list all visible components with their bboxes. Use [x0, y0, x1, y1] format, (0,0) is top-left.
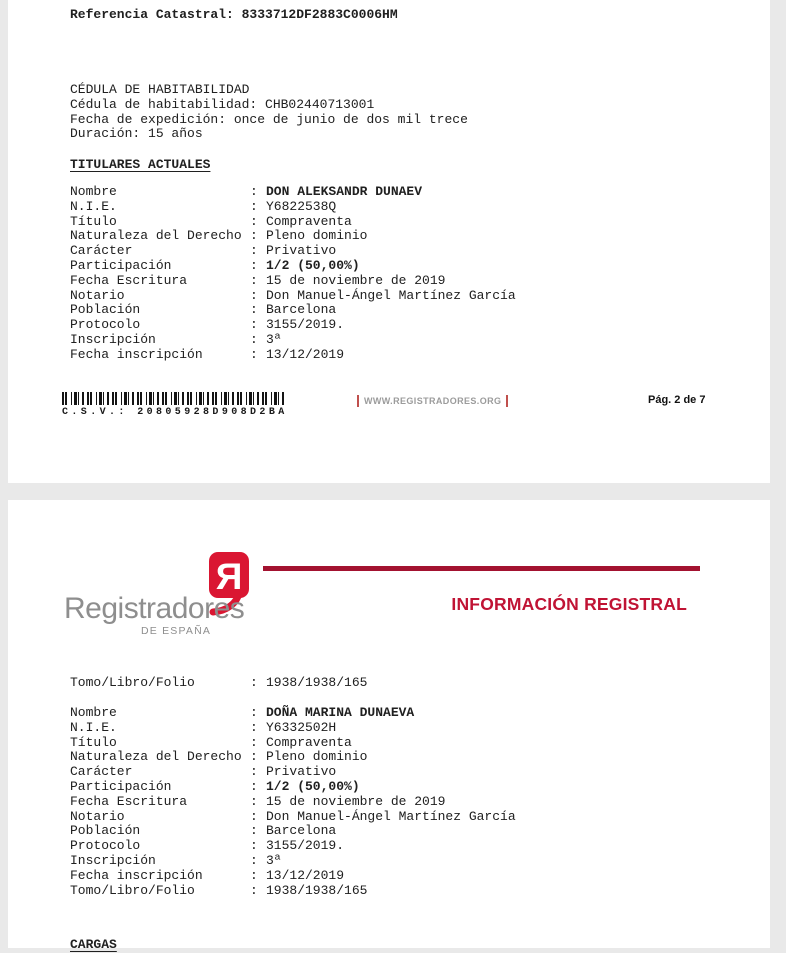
- field-label: Carácter: [70, 243, 133, 259]
- field-row: [70, 200, 516, 215]
- field-value: 3155/2019.: [266, 317, 345, 333]
- document-line: Duración: 15 años: [70, 126, 203, 142]
- field-separator: :: [250, 198, 258, 214]
- field-separator: :: [250, 317, 258, 333]
- field-separator: :: [250, 287, 258, 303]
- field-row: [70, 795, 516, 810]
- field-value: 1938/1938/165: [266, 882, 368, 898]
- field-row: [70, 810, 516, 825]
- logo-brand-text: Registradores: [64, 592, 245, 625]
- field-row: [70, 289, 516, 304]
- field-label: Nombre: [70, 705, 117, 720]
- field-label: Fecha Escritura: [70, 272, 188, 288]
- field-label: Notario: [70, 287, 125, 303]
- field-row: [70, 839, 516, 854]
- section-title-cargas: CARGAS: [70, 937, 117, 952]
- field-separator: :: [250, 257, 258, 273]
- field-row: [70, 884, 516, 899]
- field-value: Y6822538Q: [266, 198, 337, 214]
- field-value: 15 de noviembre de 2019: [266, 793, 446, 809]
- field-separator: :: [250, 734, 258, 750]
- csv-code: C.S.V.: 20805928D908D2BA: [62, 407, 288, 418]
- field-separator: :: [250, 838, 258, 854]
- field-row: [70, 259, 516, 274]
- csv-barcode: [62, 392, 284, 405]
- field-value: Don Manuel-Ángel Martínez García: [266, 287, 516, 303]
- field-row: [70, 244, 516, 259]
- field-label: Inscripción: [70, 331, 156, 347]
- field-value: Compraventa: [266, 734, 352, 750]
- field-label: Fecha Escritura: [70, 793, 188, 809]
- field-value: 3ª: [266, 331, 282, 347]
- document-page-3: [8, 500, 770, 952]
- field-separator: :: [250, 749, 258, 765]
- field-value: DOÑA MARINA DUNAEVA: [266, 705, 415, 720]
- field-label: Título: [70, 213, 117, 229]
- field-value: Barcelona: [266, 823, 337, 839]
- field-label: Protocolo: [70, 838, 141, 854]
- field-label: Participación: [70, 257, 172, 273]
- field-row: [70, 854, 516, 869]
- field-separator: :: [250, 778, 258, 794]
- registradores-website-link: WWW.REGISTRADORES.ORG: [357, 395, 508, 407]
- field-label: Naturaleza del Derecho: [70, 749, 242, 765]
- field-row: [70, 706, 516, 721]
- titulares-field-list: [70, 185, 516, 363]
- field-row: [70, 274, 516, 289]
- field-row: [70, 185, 516, 200]
- logo-subtitle-text: DE ESPAÑA: [141, 625, 212, 637]
- field-row: [70, 348, 516, 363]
- field-label: Población: [70, 823, 141, 839]
- field-separator: :: [250, 302, 258, 318]
- field-row: [70, 721, 516, 736]
- field-value: 13/12/2019: [266, 867, 345, 883]
- field-row: [70, 750, 516, 765]
- field-value: 3ª: [266, 852, 282, 868]
- referencia-catastral-line: Referencia Catastral: 8333712DF2883C0006HM: [70, 7, 398, 22]
- field-label: N.I.E.: [70, 198, 117, 214]
- field-row: [70, 824, 516, 839]
- field-label: Fecha inscripción: [70, 867, 203, 883]
- svg-text:R: R: [215, 556, 243, 597]
- field-row: [70, 229, 516, 244]
- section-title-titulares: TITULARES ACTUALES: [70, 157, 211, 172]
- field-separator: :: [250, 331, 258, 347]
- field-value: 1/2 (50,00%): [266, 778, 360, 794]
- field-value: 3155/2019.: [266, 838, 345, 854]
- field-separator: :: [250, 243, 258, 259]
- field-value: Pleno dominio: [266, 749, 368, 765]
- field-value: 13/12/2019: [266, 346, 345, 362]
- field-separator: :: [250, 719, 258, 735]
- field-label: Nombre: [70, 184, 117, 199]
- titular-2-field-list: [70, 706, 516, 898]
- field-value: Y6332502H: [266, 719, 337, 735]
- header-rule: [263, 566, 700, 571]
- field-separator: :: [250, 823, 258, 839]
- field-value: 15 de noviembre de 2019: [266, 272, 446, 288]
- field-label: Tomo/Libro/Folio: [70, 882, 195, 898]
- field-separator: :: [250, 675, 258, 690]
- field-row: [70, 736, 516, 751]
- field-separator: :: [250, 228, 258, 244]
- field-label: Participación: [70, 778, 172, 794]
- document-line: Fecha de expedición: once de junio de dos mil trece: [70, 111, 468, 127]
- field-separator: :: [250, 882, 258, 898]
- field-row: [70, 765, 516, 780]
- field-label: Protocolo: [70, 317, 141, 333]
- field-separator: :: [250, 764, 258, 780]
- field-value: Privativo: [266, 243, 337, 259]
- field-row: [70, 215, 516, 230]
- field-row: [70, 780, 516, 795]
- field-label: Población: [70, 302, 141, 318]
- field-row: [70, 318, 516, 333]
- field-separator: :: [250, 272, 258, 288]
- cedula-habitabilidad-block: [70, 83, 468, 142]
- field-separator: :: [250, 705, 258, 720]
- field-label: Notario: [70, 808, 125, 824]
- field-value: 1938/1938/165: [266, 675, 368, 690]
- field-row: [70, 676, 367, 691]
- field-separator: :: [250, 852, 258, 868]
- field-separator: :: [250, 793, 258, 809]
- document-line: CÉDULA DE HABITABILIDAD: [70, 82, 250, 97]
- field-value: 1/2 (50,00%): [266, 257, 360, 273]
- field-value: Privativo: [266, 764, 337, 780]
- field-value: Pleno dominio: [266, 228, 368, 244]
- field-label: Carácter: [70, 764, 133, 780]
- field-label: Inscripción: [70, 852, 156, 868]
- informacion-registral-title: INFORMACIÓN REGISTRAL: [451, 594, 687, 614]
- document-line: Cédula de habitabilidad: CHB02440713001: [70, 96, 375, 112]
- field-value: Compraventa: [266, 213, 352, 229]
- field-label: N.I.E.: [70, 719, 117, 735]
- field-value: DON ALEKSANDR DUNAEV: [266, 184, 423, 199]
- field-separator: :: [250, 346, 258, 362]
- page-number-indicator: Pág. 2 de 7: [648, 394, 706, 406]
- field-separator: :: [250, 184, 258, 199]
- field-label: Título: [70, 734, 117, 750]
- field-label: Tomo/Libro/Folio: [70, 675, 195, 690]
- field-value: Don Manuel-Ángel Martínez García: [266, 808, 516, 824]
- field-row: [70, 333, 516, 348]
- tomo-libro-folio-row: [70, 676, 367, 691]
- field-row: [70, 869, 516, 884]
- field-label: Naturaleza del Derecho: [70, 228, 242, 244]
- field-row: [70, 303, 516, 318]
- field-value: Barcelona: [266, 302, 337, 318]
- field-label: Fecha inscripción: [70, 346, 203, 362]
- field-separator: :: [250, 213, 258, 229]
- field-separator: :: [250, 808, 258, 824]
- field-separator: :: [250, 867, 258, 883]
- document-page-2: [8, 0, 770, 483]
